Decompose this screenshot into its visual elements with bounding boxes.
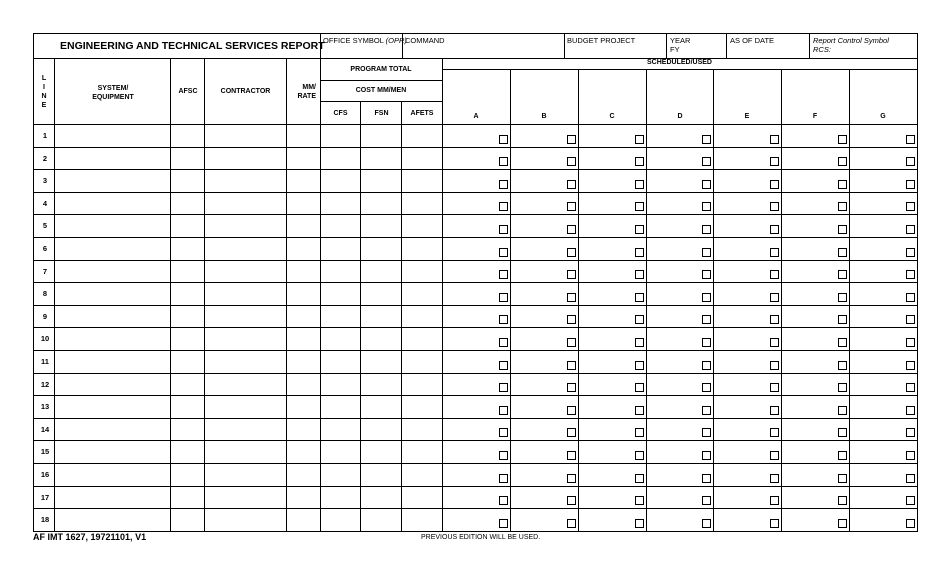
sched-b-checkbox[interactable] <box>567 270 576 279</box>
title-divider <box>809 34 810 58</box>
sched-b-checkbox[interactable] <box>567 338 576 347</box>
opr-label: (OPR) <box>385 36 407 45</box>
sched-b-checkbox[interactable] <box>567 519 576 528</box>
sched-c-checkbox[interactable] <box>635 338 644 347</box>
budget-project-label: BUDGET PROJECT <box>567 36 636 45</box>
title-divider <box>320 34 321 58</box>
sched-g-checkbox[interactable] <box>906 496 915 505</box>
sched-a-checkbox[interactable] <box>499 361 508 370</box>
row-divider <box>34 508 917 509</box>
report-form <box>33 33 918 532</box>
sched-d-checkbox[interactable] <box>702 225 711 234</box>
line-number: 9 <box>42 312 48 321</box>
sched-f-checkbox[interactable] <box>838 180 847 189</box>
row-divider <box>34 373 917 374</box>
sched-d-checkbox[interactable] <box>702 315 711 324</box>
line-number: 13 <box>40 402 50 411</box>
line-number: 16 <box>40 470 50 479</box>
line-number: 4 <box>42 199 48 208</box>
column-divider <box>442 58 443 531</box>
line-number: 7 <box>42 267 48 276</box>
sched-f-checkbox[interactable] <box>838 496 847 505</box>
sched-e-checkbox[interactable] <box>770 135 779 144</box>
sched-c-checkbox[interactable] <box>635 248 644 257</box>
sched-g-checkbox[interactable] <box>906 202 915 211</box>
sched-d-checkbox[interactable] <box>702 270 711 279</box>
sched-b-checkbox[interactable] <box>567 428 576 437</box>
line-number: 10 <box>40 334 50 343</box>
budget-project-field[interactable] <box>567 36 635 45</box>
sched-b-checkbox[interactable] <box>567 315 576 324</box>
sched-g-checkbox[interactable] <box>906 338 915 347</box>
sched-e-checkbox[interactable] <box>770 406 779 415</box>
column-divider <box>781 69 782 531</box>
sched-d-checkbox[interactable] <box>702 361 711 370</box>
sched-f-checkbox[interactable] <box>838 248 847 257</box>
sched-a-checkbox[interactable] <box>499 474 508 483</box>
sched-a-checkbox[interactable] <box>499 338 508 347</box>
sched-d-checkbox[interactable] <box>702 474 711 483</box>
title-divider <box>402 34 403 58</box>
sched-e-checkbox[interactable] <box>770 338 779 347</box>
sched-d-checkbox[interactable] <box>702 135 711 144</box>
rcs-title: Report Control Symbol <box>813 36 889 45</box>
line-letter: L <box>41 75 47 82</box>
sched-e-checkbox[interactable] <box>770 428 779 437</box>
sched-c-checkbox[interactable] <box>635 270 644 279</box>
sched-col-f-header: F <box>812 113 818 120</box>
program-total-header: PROGRAM TOTAL <box>350 66 412 73</box>
header-divider <box>34 58 917 59</box>
sched-b-checkbox[interactable] <box>567 406 576 415</box>
form-id: AF IMT 1627, 19721101, V1 <box>33 532 147 542</box>
sched-f-checkbox[interactable] <box>838 383 847 392</box>
cfs-header: CFS <box>333 110 348 117</box>
sched-a-checkbox[interactable] <box>499 225 508 234</box>
sched-c-checkbox[interactable] <box>635 315 644 324</box>
sched-c-checkbox[interactable] <box>635 293 644 302</box>
sched-f-checkbox[interactable] <box>838 519 847 528</box>
sched-d-checkbox[interactable] <box>702 293 711 302</box>
line-number: 15 <box>40 447 50 456</box>
title-divider <box>726 34 727 58</box>
sched-g-checkbox[interactable] <box>906 180 915 189</box>
sched-b-checkbox[interactable] <box>567 361 576 370</box>
sched-c-checkbox[interactable] <box>635 383 644 392</box>
sched-f-checkbox[interactable] <box>838 225 847 234</box>
contractor-header: CONTRACTOR <box>220 88 271 95</box>
sched-b-checkbox[interactable] <box>567 293 576 302</box>
sched-c-checkbox[interactable] <box>635 202 644 211</box>
sched-e-checkbox[interactable] <box>770 202 779 211</box>
sched-a-checkbox[interactable] <box>499 135 508 144</box>
column-divider <box>360 101 361 531</box>
rcs-field <box>813 36 889 54</box>
sched-f-checkbox[interactable] <box>838 361 847 370</box>
sched-c-checkbox[interactable] <box>635 361 644 370</box>
sched-c-checkbox[interactable] <box>635 428 644 437</box>
line-number: 11 <box>41 357 49 366</box>
row-divider <box>34 192 917 193</box>
line-number: 8 <box>42 289 48 298</box>
row-divider <box>34 282 917 283</box>
sched-d-checkbox[interactable] <box>702 180 711 189</box>
mm-line1: MM/ <box>302 84 316 91</box>
sched-a-checkbox[interactable] <box>499 180 508 189</box>
row-divider <box>34 305 917 306</box>
sched-b-checkbox[interactable] <box>567 383 576 392</box>
row-divider <box>34 327 917 328</box>
fy-label: FY <box>670 45 680 54</box>
sched-f-checkbox[interactable] <box>838 202 847 211</box>
row-divider <box>34 237 917 238</box>
sched-a-checkbox[interactable] <box>499 428 508 437</box>
sched-a-checkbox[interactable] <box>499 270 508 279</box>
line-letter: N <box>41 93 47 100</box>
office-symbol-field[interactable] <box>323 36 407 45</box>
sched-e-checkbox[interactable] <box>770 180 779 189</box>
row-divider <box>34 169 917 170</box>
column-divider <box>286 58 287 531</box>
as-of-date-label: AS OF DATE <box>730 36 775 45</box>
row-divider <box>34 147 917 148</box>
sched-c-checkbox[interactable] <box>635 451 644 460</box>
header-divider <box>320 101 442 102</box>
sched-d-checkbox[interactable] <box>702 248 711 257</box>
as-of-date-field[interactable] <box>730 36 774 45</box>
row-divider <box>34 463 917 464</box>
sched-c-checkbox[interactable] <box>635 135 644 144</box>
sched-c-checkbox[interactable] <box>635 406 644 415</box>
sched-e-checkbox[interactable] <box>770 383 779 392</box>
afsc-header: AFSC <box>178 88 198 95</box>
line-number: 14 <box>40 425 50 434</box>
command-field[interactable] <box>405 36 445 45</box>
header-bottom-divider <box>34 124 917 125</box>
sched-f-checkbox[interactable] <box>838 135 847 144</box>
form-title: ENGINEERING AND TECHNICAL SERVICES REPORT <box>60 40 325 52</box>
sched-e-checkbox[interactable] <box>770 315 779 324</box>
sched-d-checkbox[interactable] <box>702 202 711 211</box>
line-header <box>37 74 51 110</box>
sched-d-checkbox[interactable] <box>702 338 711 347</box>
row-divider <box>34 440 917 441</box>
sched-a-checkbox[interactable] <box>499 315 508 324</box>
sched-f-checkbox[interactable] <box>838 406 847 415</box>
sched-e-checkbox[interactable] <box>770 157 779 166</box>
sched-e-checkbox[interactable] <box>770 293 779 302</box>
title-divider <box>666 34 667 58</box>
sched-e-checkbox[interactable] <box>770 519 779 528</box>
column-divider <box>849 69 850 531</box>
sched-d-checkbox[interactable] <box>702 451 711 460</box>
sched-e-checkbox[interactable] <box>770 361 779 370</box>
sched-b-checkbox[interactable] <box>567 474 576 483</box>
column-divider <box>54 58 55 531</box>
sched-g-checkbox[interactable] <box>906 361 915 370</box>
mm-line2: RATE <box>297 93 316 100</box>
sched-c-checkbox[interactable] <box>635 474 644 483</box>
row-divider <box>34 486 917 487</box>
line-number: 3 <box>42 176 48 185</box>
command-label: COMMAND <box>405 36 445 45</box>
line-number: 18 <box>40 515 50 524</box>
sched-a-checkbox[interactable] <box>499 293 508 302</box>
sched-f-checkbox[interactable] <box>838 451 847 460</box>
sched-g-checkbox[interactable] <box>906 519 915 528</box>
sched-g-checkbox[interactable] <box>906 248 915 257</box>
sched-g-checkbox[interactable] <box>906 225 915 234</box>
sched-g-checkbox[interactable] <box>906 383 915 392</box>
sched-a-checkbox[interactable] <box>499 519 508 528</box>
sched-e-checkbox[interactable] <box>770 474 779 483</box>
sched-g-checkbox[interactable] <box>906 157 915 166</box>
line-number: 2 <box>42 154 48 163</box>
sched-e-checkbox[interactable] <box>770 270 779 279</box>
sched-a-checkbox[interactable] <box>499 406 508 415</box>
system-equipment-header <box>55 84 171 102</box>
column-divider <box>320 58 321 531</box>
sched-g-checkbox[interactable] <box>906 428 915 437</box>
sched-g-checkbox[interactable] <box>906 474 915 483</box>
line-number: 17 <box>40 493 50 502</box>
row-divider <box>34 418 917 419</box>
line-letter: I <box>43 84 45 91</box>
scheduled-used-header: SCHEDULED/USED <box>647 59 712 66</box>
sched-a-checkbox[interactable] <box>499 248 508 257</box>
sched-a-checkbox[interactable] <box>499 202 508 211</box>
sched-a-checkbox[interactable] <box>499 383 508 392</box>
sched-b-checkbox[interactable] <box>567 496 576 505</box>
sched-f-checkbox[interactable] <box>838 293 847 302</box>
column-divider <box>646 69 647 531</box>
sched-f-checkbox[interactable] <box>838 157 847 166</box>
sched-b-checkbox[interactable] <box>567 202 576 211</box>
cost-mm-men-header: COST MM/MEN <box>355 87 407 94</box>
rcs-label: RCS: <box>813 45 831 54</box>
sched-g-checkbox[interactable] <box>906 270 915 279</box>
sched-g-checkbox[interactable] <box>906 315 915 324</box>
row-divider <box>34 214 917 215</box>
office-symbol-label: OFFICE SYMBOL <box>323 36 384 45</box>
sched-c-checkbox[interactable] <box>635 225 644 234</box>
sched-f-checkbox[interactable] <box>838 428 847 437</box>
sched-e-checkbox[interactable] <box>770 248 779 257</box>
sched-g-checkbox[interactable] <box>906 293 915 302</box>
column-divider <box>170 58 171 531</box>
sched-a-checkbox[interactable] <box>499 496 508 505</box>
year-label: YEAR <box>670 36 691 45</box>
sched-b-checkbox[interactable] <box>567 225 576 234</box>
sched-f-checkbox[interactable] <box>838 474 847 483</box>
sched-d-checkbox[interactable] <box>702 519 711 528</box>
column-divider <box>713 69 714 531</box>
column-divider <box>401 101 402 531</box>
sched-d-checkbox[interactable] <box>702 383 711 392</box>
sched-col-g-header: G <box>880 113 886 120</box>
sched-g-checkbox[interactable] <box>906 406 915 415</box>
mm-rate-header <box>286 83 320 101</box>
column-divider <box>510 69 511 531</box>
sched-f-checkbox[interactable] <box>838 315 847 324</box>
sched-d-checkbox[interactable] <box>702 496 711 505</box>
sched-d-checkbox[interactable] <box>702 406 711 415</box>
sched-f-checkbox[interactable] <box>838 338 847 347</box>
line-letter: E <box>41 102 47 109</box>
sched-g-checkbox[interactable] <box>906 451 915 460</box>
sched-f-checkbox[interactable] <box>838 270 847 279</box>
sched-d-checkbox[interactable] <box>702 157 711 166</box>
sched-col-b-header: B <box>541 113 547 120</box>
sched-col-c-header: C <box>609 113 615 120</box>
line-number: 6 <box>42 244 48 253</box>
row-divider <box>34 395 917 396</box>
sched-b-checkbox[interactable] <box>567 180 576 189</box>
sched-c-checkbox[interactable] <box>635 180 644 189</box>
sched-e-checkbox[interactable] <box>770 496 779 505</box>
fsn-header: FSN <box>374 110 389 117</box>
row-divider <box>34 350 917 351</box>
column-divider <box>578 69 579 531</box>
sched-b-checkbox[interactable] <box>567 157 576 166</box>
line-number: 1 <box>42 131 48 140</box>
line-number: 12 <box>40 380 50 389</box>
sched-b-checkbox[interactable] <box>567 135 576 144</box>
sched-col-d-header: D <box>677 113 683 120</box>
sched-col-a-header: A <box>473 113 479 120</box>
year-field[interactable] <box>670 36 690 54</box>
title-divider <box>564 34 565 58</box>
header-divider <box>320 80 442 81</box>
sched-b-checkbox[interactable] <box>567 248 576 257</box>
sched-g-checkbox[interactable] <box>906 135 915 144</box>
sched-d-checkbox[interactable] <box>702 428 711 437</box>
sched-c-checkbox[interactable] <box>635 519 644 528</box>
header-divider <box>442 69 917 70</box>
row-divider <box>34 260 917 261</box>
sched-e-checkbox[interactable] <box>770 451 779 460</box>
afets-header: AFETS <box>410 110 434 117</box>
system-equipment-line1: SYSTEM/ <box>97 85 129 92</box>
sched-c-checkbox[interactable] <box>635 496 644 505</box>
column-divider <box>204 58 205 531</box>
system-equipment-line2: EQUIPMENT <box>92 94 134 101</box>
line-number: 5 <box>42 221 48 230</box>
sched-c-checkbox[interactable] <box>635 157 644 166</box>
sched-b-checkbox[interactable] <box>567 451 576 460</box>
previous-edition-note: PREVIOUS EDITION WILL BE USED. <box>421 534 541 541</box>
sched-col-e-header: E <box>744 113 750 120</box>
sched-a-checkbox[interactable] <box>499 157 508 166</box>
sched-e-checkbox[interactable] <box>770 225 779 234</box>
sched-a-checkbox[interactable] <box>499 451 508 460</box>
